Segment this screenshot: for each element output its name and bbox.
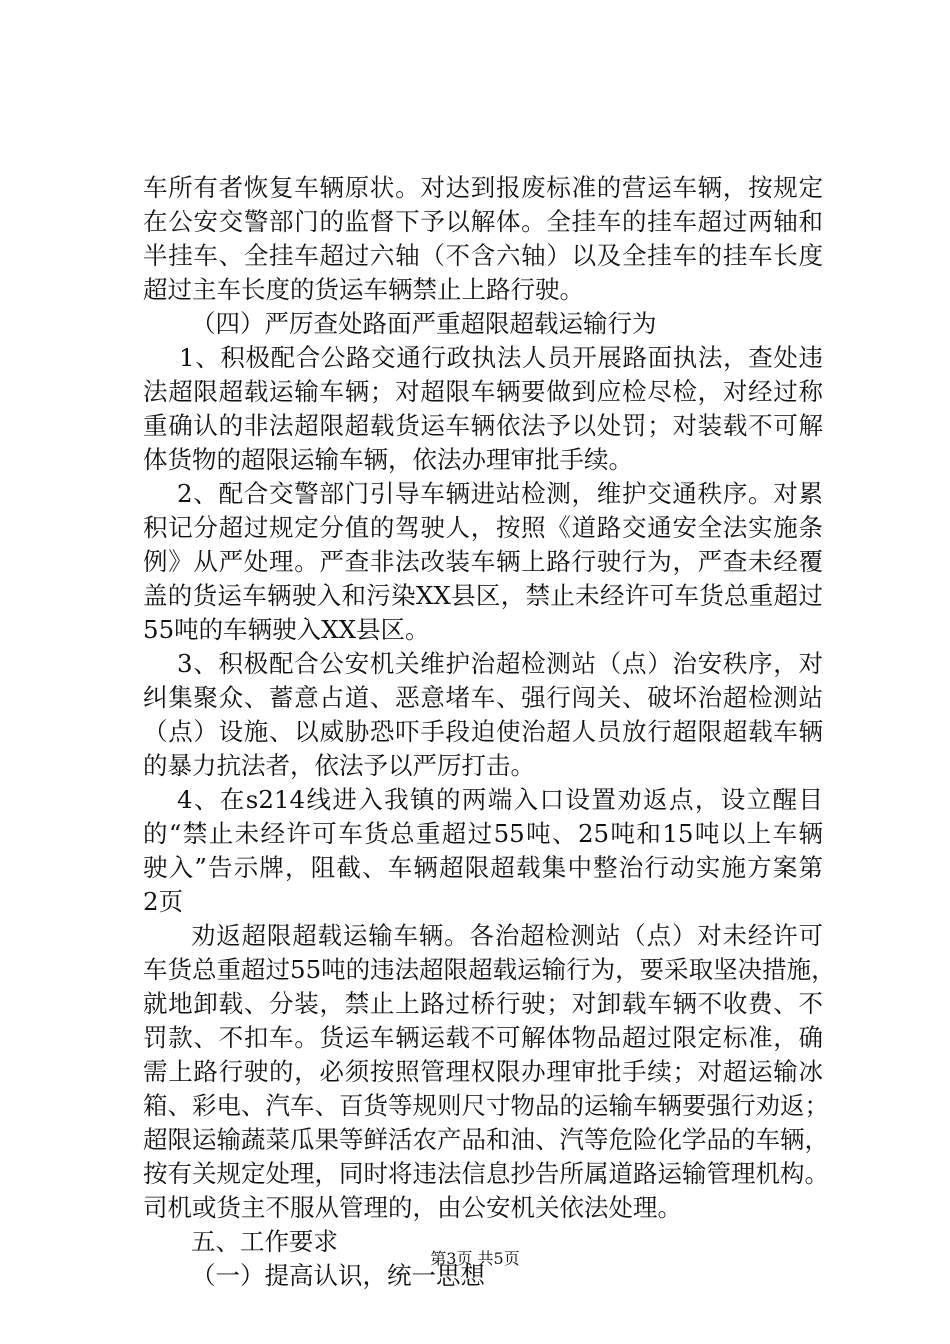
section-heading: 五、工作要求 bbox=[191, 1227, 338, 1256]
text-line: 在公安交警部门的监督下予以解体。全挂车的挂车超过两轴和 bbox=[143, 207, 823, 236]
text-line: 体货物的超限运输车辆，依法办理审批手续。 bbox=[143, 445, 633, 474]
text-line: 盖的货运车辆驶入和污染XX县区，禁止未经许可车货总重超过 bbox=[143, 581, 823, 610]
text-line: 纠集聚众、蓄意占道、恶意堵车、强行闯关、破坏治超检测站 bbox=[143, 683, 823, 712]
text-line: 例》从严处理。严查非法改装车辆上路行驶行为，严查未经覆 bbox=[143, 547, 823, 576]
text-line: 驶入”告示牌，阻截、车辆超限超载集中整治行动实施方案第 bbox=[143, 853, 823, 882]
text-line: 需上路行驶的，必须按照管理权限办理审批手续；对超运输冰 bbox=[143, 1057, 823, 1086]
text-line: 车货总重超过55吨的违法超限超载运输行为，要采取坚决措施， bbox=[143, 955, 836, 984]
text-line: 2页 bbox=[143, 887, 184, 916]
text-line: 法超限超载运输车辆；对超限车辆要做到应检尽检，对经过称 bbox=[143, 377, 823, 406]
text-line: 3、积极配合公安机关维护治超检测站（点）治安秩序，对 bbox=[177, 649, 823, 678]
text-line: 车所有者恢复车辆原状。对达到报废标准的营运车辆，按规定 bbox=[143, 173, 823, 202]
text-line: 半挂车、全挂车超过六轴（不含六轴）以及全挂车的挂车长度 bbox=[143, 241, 823, 270]
text-line: 的“禁止未经许可车货总重超过55吨、25吨和15吨以上车辆 bbox=[143, 819, 823, 848]
text-line: 1、积极配合公路交通行政执法人员开展路面执法，查处违 bbox=[179, 343, 823, 372]
subsection-heading: （一）提高认识，统一思想 bbox=[191, 1261, 485, 1290]
text-line: 2、配合交警部门引导车辆进站检测，维护交通秩序。对累 bbox=[177, 479, 823, 508]
text-line: 劝返超限超载运输车辆。各治超检测站（点）对未经许可 bbox=[191, 921, 823, 950]
text-line: 超限运输蔬菜瓜果等鲜活农产品和油、汽等危险化学品的车辆， bbox=[143, 1125, 829, 1154]
text-line: 重确认的非法超限超载货运车辆依法予以处罚；对装载不可解 bbox=[143, 411, 823, 440]
text-line: 积记分超过规定分值的驾驶人，按照《道路交通安全法实施条 bbox=[143, 513, 823, 542]
text-line: （点）设施、以威胁恐吓手段迫使治超人员放行超限超载车辆 bbox=[143, 717, 823, 746]
text-line: 4、在s214线进入我镇的两端入口设置劝返点，设立醒目 bbox=[177, 785, 823, 814]
text-line: 就地卸载、分装，禁止上路过桥行驶；对卸载车辆不收费、不 bbox=[143, 989, 823, 1018]
text-line: 的暴力抗法者，依法予以严厉打击。 bbox=[143, 751, 535, 780]
text-line: 55吨的车辆驶入XX县区。 bbox=[143, 615, 430, 644]
text-line: 箱、彩电、汽车、百货等规则尺寸物品的运输车辆要强行劝返； bbox=[143, 1091, 829, 1120]
document-body bbox=[143, 171, 836, 1293]
section-heading: （四）严厉查处路面严重超限超载运输行为 bbox=[191, 309, 657, 338]
page-number-footer: 第3页 共5页 bbox=[430, 1249, 520, 1268]
text-line: 司机或货主不服从管理的，由公安机关依法处理。 bbox=[143, 1193, 682, 1222]
text-line: 罚款、不扣车。货运车辆运载不可解体物品超过限定标准，确 bbox=[143, 1023, 823, 1052]
text-line: 按有关规定处理，同时将违法信息抄告所属道路运输管理机构。 bbox=[143, 1159, 829, 1188]
text-line: 超过主车长度的货运车辆禁止上路行驶。 bbox=[143, 275, 584, 304]
